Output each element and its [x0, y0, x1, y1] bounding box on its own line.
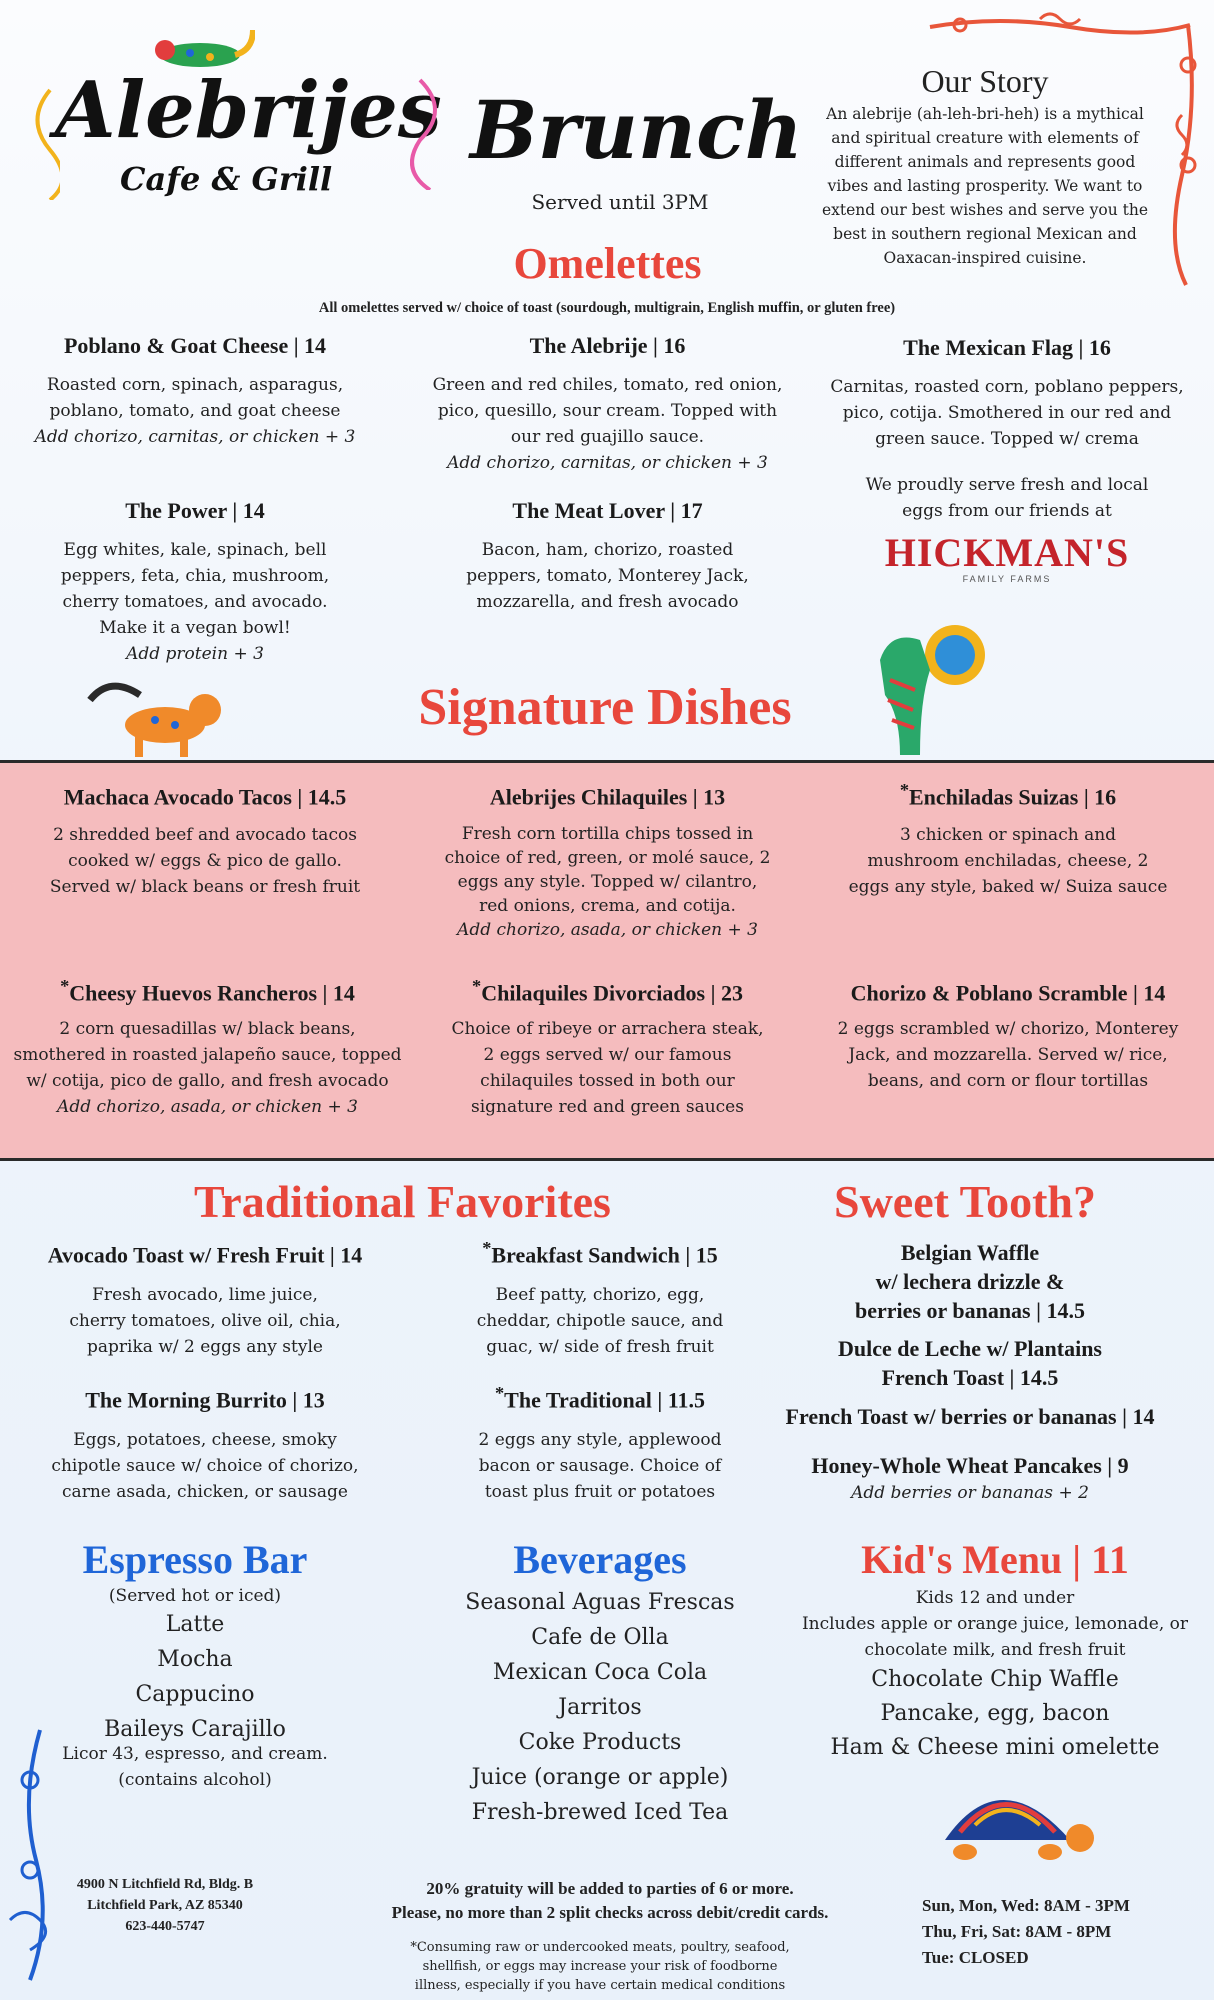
item-desc: pico, quesillo, sour cream. Topped with [437, 401, 778, 421]
logo-name: Alebrijes [55, 65, 442, 156]
disclaimer-line: *Consuming raw or undercooked meats, poultry, seafood, [410, 1940, 790, 1955]
address [45, 1874, 285, 1937]
item-desc: Green and red chiles, tomato, red onion, [432, 375, 783, 395]
traditional-item [10, 1238, 400, 1360]
traditional-title: Traditional Favorites [194, 1176, 611, 1227]
item-addon: Add chorizo, asada, or chicken + 3 [457, 920, 758, 941]
signature-item [10, 780, 400, 900]
item-desc: Make it a vegan bowl! [99, 618, 291, 638]
omelettes-title: Omelettes [513, 239, 702, 288]
hours [922, 1893, 1192, 1971]
signature-item [5, 976, 410, 1120]
item-title: The Meat Lover | 17 [512, 498, 703, 523]
story-line: Oaxacan-inspired cuisine. [883, 249, 1087, 267]
eggs-note-line: eggs from our friends at [902, 501, 1112, 521]
sweet-item-line: French Toast w/ berries or bananas | 14 [785, 1404, 1155, 1429]
kids-item: Chocolate Chip Waffle [871, 1667, 1119, 1692]
address-line: Litchfield Park, AZ 85340 [87, 1898, 243, 1913]
beverage-item: Jarritos [558, 1695, 642, 1720]
item-desc: paprika w/ 2 eggs any style [87, 1337, 323, 1358]
item-desc: pico, cotija. Smothered in our red and [842, 403, 1172, 423]
signature-title: Signature Dishes [418, 679, 792, 736]
omelettes-note: All omelettes served w/ choice of toast (sourdough, multigrain, English muffin, or gluten free) [318, 300, 896, 316]
item-title: The Traditional | 11.5 [504, 1387, 706, 1413]
kids-note: Kids 12 and under [915, 1588, 1075, 1608]
item-desc: guac, w/ side of fresh fruit [486, 1337, 714, 1358]
item-desc: eggs any style, baked w/ Suiza sauce [848, 877, 1168, 898]
hours-line: Thu, Fri, Sat: 8AM - 8PM [922, 1922, 1112, 1941]
omelette-item [20, 495, 370, 667]
item-desc: Carnitas, roasted corn, poblano peppers, [830, 377, 1184, 397]
beverage-item: Cafe de Olla [531, 1625, 669, 1650]
item-desc: cherry tomatoes, olive oil, chia, [69, 1311, 341, 1332]
swirl-right-icon [410, 70, 460, 190]
sweet-item-addon: Add berries or bananas + 2 [851, 1483, 1089, 1503]
item-desc: Jack, and mozzarella. Served w/ rice, [848, 1045, 1168, 1066]
item-star: * [494, 1383, 505, 1403]
item-addon: Add chorizo, carnitas, or chicken + 3 [34, 427, 356, 447]
story [800, 60, 1170, 270]
item-desc: beans, and corn or flour tortillas [867, 1071, 1149, 1092]
item-desc: 3 chicken or spinach and [899, 825, 1117, 846]
item-desc: cheddar, chipotle sauce, and [476, 1311, 724, 1332]
eggs-note-line: We proudly serve fresh and local [865, 475, 1149, 495]
item-star: * [899, 780, 909, 800]
item-desc: Beef patty, chorizo, egg, [495, 1285, 705, 1306]
item-desc: cherry tomatoes, and avocado. [62, 592, 328, 612]
item-desc: peppers, tomato, Monterey Jack, [466, 566, 749, 586]
policy-line: Please, no more than 2 split checks across debit/credit cards. [391, 1903, 829, 1922]
story-line: vibes and lasting prosperity. We want to [827, 177, 1143, 195]
item-desc: signature red and green sauces [471, 1097, 744, 1118]
cat-alebrije-icon [860, 620, 1000, 760]
story-line: best in southern regional Mexican and [833, 225, 1137, 243]
espresso-title: Espresso Bar [82, 1537, 308, 1582]
item-addon: Add chorizo, carnitas, or chicken + 3 [447, 453, 768, 473]
item-star: * [472, 976, 482, 996]
item-addon: Add chorizo, asada, or chicken + 3 [57, 1097, 358, 1118]
item-desc: Bacon, ham, chorizo, roasted [481, 540, 734, 560]
item-desc: Served w/ black beans or fresh fruit [49, 877, 361, 898]
item-title-row [812, 976, 1204, 1006]
item-title-row [415, 1238, 785, 1268]
item-title: Chorizo & Poblano Scramble | 14 [850, 980, 1166, 1006]
beverage-item: Fresh-brewed Iced Tea [471, 1800, 729, 1825]
address-line: 4900 N Litchfield Rd, Bldg. B [76, 1877, 254, 1892]
disclaimer-line: shellfish, or eggs may increase your risk of foodborne [422, 1959, 778, 1974]
traditional-item [10, 1383, 400, 1505]
sweet-item-line: Honey-Whole Wheat Pancakes | 9 [811, 1453, 1129, 1478]
served-until: Served until 3PM [531, 190, 709, 214]
signature-item [812, 780, 1204, 900]
item-desc: our red guajillo sauce. [510, 427, 705, 447]
espresso-extra: Licor 43, espresso, and cream. [62, 1744, 328, 1764]
page-title: Brunch [470, 83, 803, 177]
item-title-row [415, 780, 800, 810]
espresso-note: (Served hot or iced) [108, 1586, 282, 1606]
omelette-item [415, 330, 800, 476]
story-line: different animals and represents good [834, 153, 1136, 171]
espresso-item: Cappucino [135, 1682, 255, 1707]
item-title: Poblano & Goat Cheese | 14 [63, 333, 327, 358]
story-title: Our Story [921, 63, 1049, 99]
sweet-item-line: Dulce de Leche w/ Plantains [838, 1336, 1102, 1361]
item-desc: 2 eggs any style, applewood [478, 1430, 722, 1451]
story-line: extend our best wishes and serve you the [821, 201, 1149, 219]
policy-line: 20% gratuity will be added to parties of 6 or more. [426, 1879, 794, 1898]
story-line: An alebrije (ah-leh-bri-heh) is a mythical [826, 105, 1144, 123]
hickmans-sub: FAMILY FARMS [962, 574, 1052, 584]
sweet-title: Sweet Tooth? [834, 1176, 1096, 1227]
kids-note: chocolate milk, and fresh fruit [864, 1640, 1126, 1660]
item-title: Alebrijes Chilaquiles | 13 [489, 784, 726, 810]
item-desc: carne asada, chicken, or sausage [62, 1482, 348, 1503]
logo-sub: Cafe & Grill [120, 160, 333, 198]
item-desc: w/ cotija, pico de gallo, and fresh avocado [26, 1071, 389, 1092]
item-desc: Eggs, potatoes, cheese, smoky [73, 1430, 337, 1451]
address-line: 623-440-5747 [125, 1919, 205, 1934]
signature-item [415, 780, 800, 942]
item-desc: 2 eggs scrambled w/ chorizo, Monterey [837, 1019, 1179, 1040]
signature-item [812, 976, 1204, 1094]
hours-line: Tue: CLOSED [922, 1948, 1029, 1967]
swirl-left-icon [20, 80, 60, 200]
item-desc: Roasted corn, spinach, asparagus, [46, 375, 344, 395]
espresso-item: Baileys Carajillo [104, 1717, 286, 1742]
item-desc: 2 eggs served w/ our famous [483, 1045, 732, 1066]
item-desc: 2 corn quesadillas w/ black beans, [59, 1019, 356, 1040]
beverage-item: Seasonal Aguas Frescas [465, 1590, 735, 1615]
item-desc: chilaquiles tossed in both our [480, 1071, 735, 1092]
kids-item: Pancake, egg, bacon [880, 1701, 1110, 1726]
item-desc: poblano, tomato, and goat cheese [49, 401, 341, 421]
espresso-extra: (contains alcohol) [118, 1770, 272, 1790]
sweet-item-line: berries or bananas | 14.5 [855, 1298, 1085, 1323]
item-desc: 2 shredded beef and avocado tacos [53, 825, 357, 846]
item-addon: Add protein + 3 [126, 644, 264, 664]
item-title-row [415, 976, 800, 1006]
item-desc: bacon or sausage. Choice of [478, 1456, 722, 1477]
traditional-item [415, 1383, 785, 1505]
item-title-row [10, 1238, 400, 1268]
item-desc: eggs any style. Topped w/ cilantro, [457, 872, 758, 893]
kids-title: Kid's Menu | 11 [861, 1537, 1129, 1582]
kids-section [790, 1535, 1200, 1765]
sweet-item-line: w/ lechera drizzle & [875, 1269, 1065, 1294]
hickmans-logo: HICKMAN'S [884, 530, 1130, 575]
item-desc: Fresh corn tortilla chips tossed in [461, 824, 754, 845]
item-desc: Choice of ribeye or arrachera steak, [451, 1019, 764, 1040]
sweet-item-line: Belgian Waffle [900, 1240, 1040, 1265]
beverages-title: Beverages [513, 1537, 687, 1582]
item-title: The Morning Burrito | 13 [85, 1387, 325, 1413]
kids-item: Ham & Cheese mini omelette [830, 1735, 1160, 1760]
item-desc: choice of red, green, or molé sauce, 2 [444, 848, 771, 869]
jaguar-alebrije-icon [80, 670, 230, 760]
item-desc: peppers, feta, chia, mushroom, [60, 566, 330, 586]
item-title: Enchiladas Suizas | 16 [908, 784, 1117, 810]
item-title: Chilaquiles Divorciados | 23 [481, 980, 743, 1006]
beverage-item: Coke Products [518, 1730, 682, 1755]
item-desc: Egg whites, kale, spinach, bell [63, 540, 327, 560]
disclaimer [360, 1938, 840, 1995]
beverage-item: Juice (orange or apple) [471, 1765, 729, 1790]
omelette-item [820, 332, 1194, 452]
item-title: Cheesy Huevos Rancheros | 14 [69, 980, 355, 1006]
story-line: and spiritual creature with elements of [831, 129, 1139, 147]
item-desc: mushroom enchiladas, cheese, 2 [867, 851, 1149, 872]
item-title: Avocado Toast w/ Fresh Fruit | 14 [47, 1242, 363, 1268]
eggs-note [820, 472, 1194, 584]
traditional-item [415, 1238, 785, 1360]
espresso-item: Latte [165, 1612, 225, 1637]
item-desc: smothered in roasted jalapeño sauce, topped [13, 1045, 402, 1066]
item-desc: chipotle sauce w/ choice of chorizo, [51, 1456, 359, 1477]
item-title: The Alebrije | 16 [529, 333, 686, 358]
item-desc: mozzarella, and fresh avocado [476, 592, 739, 612]
signature-item [415, 976, 800, 1120]
item-title: The Mexican Flag | 16 [903, 335, 1111, 360]
item-title-row [5, 976, 410, 1006]
item-title-row [10, 780, 400, 810]
item-star: * [60, 976, 70, 996]
item-title-row [10, 1383, 400, 1413]
kids-note: Includes apple or orange juice, lemonade, or [801, 1614, 1189, 1634]
item-desc: green sauce. Topped w/ crema [875, 429, 1139, 449]
item-title: Machaca Avocado Tacos | 14.5 [63, 784, 347, 810]
sweet-item-line: French Toast | 14.5 [881, 1365, 1059, 1390]
item-desc: cooked w/ eggs & pico de gallo. [68, 851, 342, 872]
hours-line: Sun, Mon, Wed: 8AM - 3PM [922, 1896, 1130, 1915]
disclaimer-line: illness, especially if you have certain medical conditions [414, 1978, 786, 1993]
policy [300, 1877, 920, 1925]
beverages-section [430, 1535, 770, 1830]
logo [20, 20, 460, 220]
item-title: The Power | 14 [125, 498, 265, 523]
item-desc: red onions, crema, and cotija. [479, 896, 736, 917]
item-title: Breakfast Sandwich | 15 [491, 1242, 718, 1268]
item-title-row [415, 1383, 785, 1413]
turtle-alebrije-icon [920, 1770, 1100, 1880]
beverage-item: Mexican Coca Cola [492, 1660, 708, 1685]
item-star: * [482, 1238, 492, 1258]
item-desc: Fresh avocado, lime juice, [92, 1285, 318, 1306]
omelette-item [20, 330, 370, 450]
item-desc: toast plus fruit or potatoes [484, 1482, 716, 1503]
sweet-list [745, 1238, 1195, 1506]
espresso-item: Mocha [157, 1647, 233, 1672]
item-title-row [812, 780, 1204, 810]
espresso-section [40, 1535, 350, 1793]
omelette-item [415, 495, 800, 615]
